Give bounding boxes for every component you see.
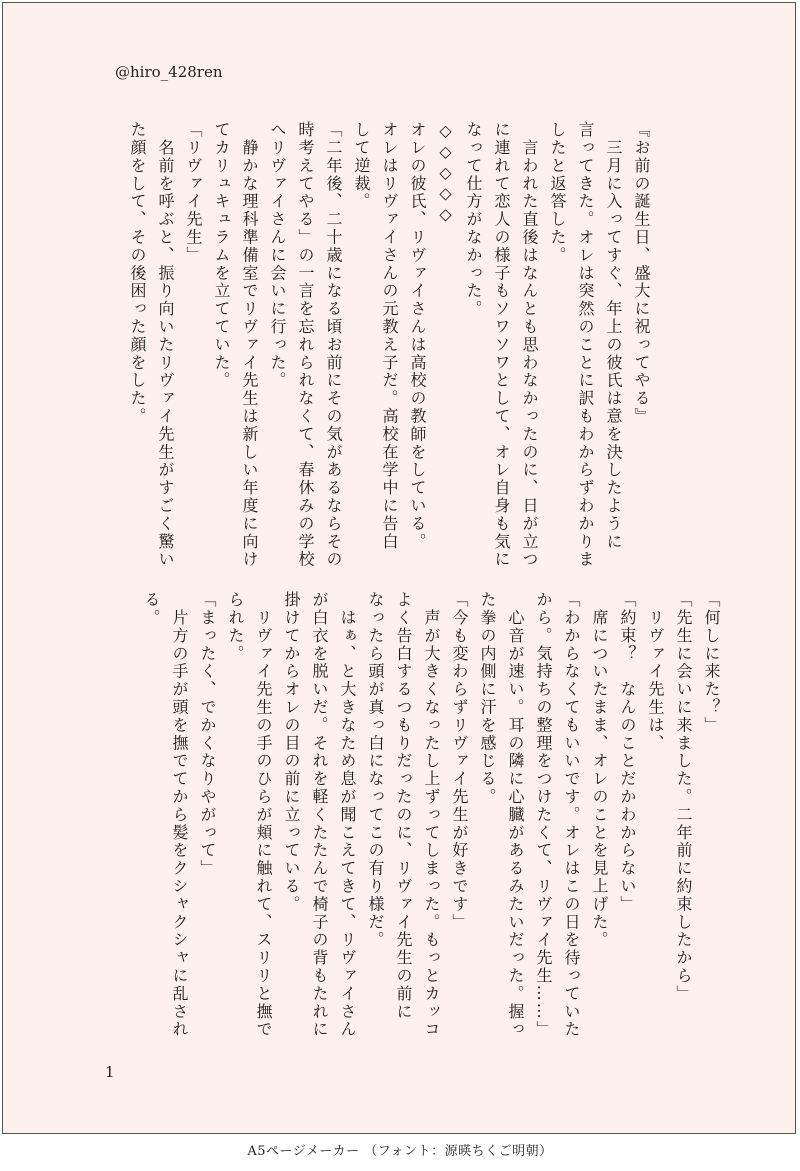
text-line: 三月に入ってすぐ、年上の彼氏は意を決したように (604, 121, 623, 551)
text-line: てカリュキュラムを立てていた。 (212, 121, 231, 390)
text-line: に連れて恋人の様子もソワソワとして、オレ自身も気に (492, 121, 511, 569)
text-line: リヴァイ先生は、 (646, 591, 665, 753)
text-line: して逆裁。 (352, 121, 371, 211)
text-line: 言われた直後はなんとも思わなかったのに、日が立つ (520, 121, 539, 569)
text-line: 「先生に会いに来ました。二年前に約束したから」 (674, 591, 693, 1003)
text-line: なったら頭が真っ白になってこの有り様だ。 (366, 591, 385, 949)
text-line: 「まったく、でかくなりやがって」 (198, 591, 217, 878)
text-line: 声が大きくなったし上ずってしまった。もっとカッコ (422, 591, 441, 1039)
author-handle: @hiro_428ren (115, 63, 223, 81)
text-line: られた。 (226, 591, 245, 663)
manuscript-page (2, 2, 796, 1134)
text-line: 「今も変わらずリヴァイ先生が好きです」 (450, 591, 469, 932)
text-line: 「わからなくてもいいです。オレはこの日を待っていた (562, 591, 581, 1039)
text-line: 「二年後、二十歳になる頃お前にその気があるならその (324, 121, 343, 569)
text-line: 心音が速い。耳の隣に心臓があるみたいだった。握っ (506, 591, 525, 1039)
text-line: 「約束？ なんのことだかわからない」 (618, 591, 637, 914)
text-line: から。気持ちの整理をつけたくて、リヴァイ先生……」 (534, 591, 553, 1039)
text-line: 掛けてからオレの目の前に立っている。 (282, 591, 301, 914)
text-line: はぁ、と大きなため息が聞こえてきて、リヴァイさん (338, 591, 357, 1039)
upper-text-block (123, 121, 655, 569)
section-divider: ◇◇◇◇◇ (436, 121, 455, 226)
text-line: リヴァイ先生の手のひらが頬に触れて、スリリと撫で (254, 591, 273, 1039)
text-line: 名前を呼ぶと、振り向いたリヴァイ先生がすごく驚い (156, 121, 175, 569)
text-line: 時考えてやる」の一言を忘れられなくて、春休みの学校 (296, 121, 315, 569)
text-line: た顔をして、その後困った顔をした。 (128, 121, 147, 426)
text-line: へリヴァイさんに会いに行った。 (268, 121, 287, 390)
text-line: したと返答した。 (548, 121, 567, 265)
text-line: よく告白するつもりだったのに、リヴァイ先生の前に (394, 591, 413, 1021)
text-line: 「何しに来た？」 (702, 591, 721, 735)
text-line: なって仕方がなかった。 (464, 121, 483, 318)
text-line: オレはリヴァイさんの元教え子だ。高校在学中に告白 (380, 121, 399, 551)
text-line: た拳の内側に汗を感じる。 (478, 591, 497, 806)
text-line: 席についたまま、オレのことを見上げた。 (590, 591, 609, 949)
text-line: 「リヴァイ先生」 (184, 121, 203, 265)
text-line: オレの彼氏、リヴァイさんは高校の教師をしている。 (408, 121, 427, 551)
text-line: 片方の手が頭を撫でてから髪をクシャクシャに乱され (170, 591, 189, 1039)
text-line: 静かな理科準備室でリヴァイ先生は新しい年度に向け (240, 121, 259, 569)
footer-caption: A5ページメーカー （フォント：源暎ちくご明朝） (247, 1144, 553, 1159)
text-line: 『お前の誕生日、盛大に祝ってやる』 (632, 121, 651, 426)
page-number: 1 (105, 1063, 115, 1081)
text-line: が白衣を脱いだ。それを軽くたたんで椅子の背もたれに (310, 591, 329, 1039)
text-line: 言ってきた。オレは突然のことに訳もわからずわかりま (576, 121, 595, 569)
lower-text-block (137, 591, 725, 1039)
text-line: る。 (142, 591, 161, 627)
